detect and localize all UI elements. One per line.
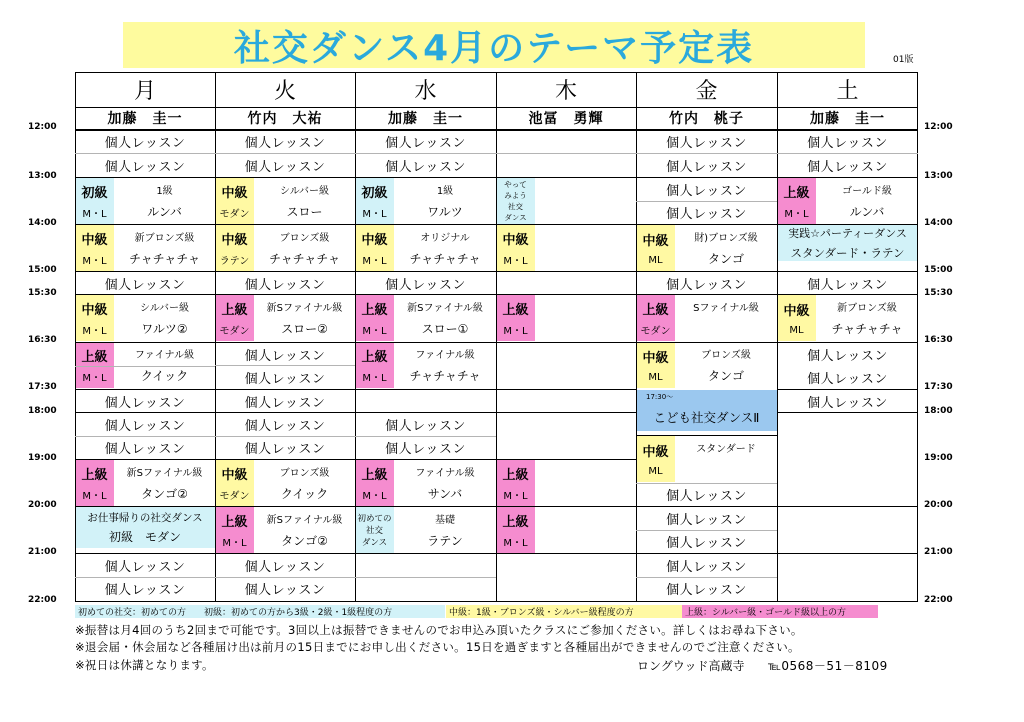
personal-lesson: 個人レッスン xyxy=(807,135,888,151)
class-block xyxy=(355,460,496,506)
level-badge: 上級 M・L xyxy=(355,342,394,388)
personal-lesson: 個人レッスン xyxy=(104,418,186,434)
level-badge: 中級 M・L xyxy=(75,225,114,271)
class-block xyxy=(75,178,215,224)
version-label: 01版 xyxy=(893,55,914,65)
legend-advanced: 上級：シルバー級・ゴールド級以上の方 xyxy=(682,605,878,618)
personal-lesson: 個人レッスン xyxy=(244,559,326,575)
grid-line xyxy=(777,72,778,602)
grade-label: ブロンズ級 xyxy=(279,233,330,244)
personal-lesson: 個人レッスン xyxy=(666,277,747,293)
personal-lesson: 個人レッスン xyxy=(666,206,747,222)
class-block xyxy=(636,342,777,388)
grid-line xyxy=(636,530,777,531)
grade-label: 財)ブロンズ級 xyxy=(694,233,758,244)
dance-name: スロー① xyxy=(421,322,469,336)
personal-lesson: 個人レッスン xyxy=(385,418,466,434)
level-badge: 上級 M・L xyxy=(215,507,254,553)
day-header-mon: 月 xyxy=(133,79,156,104)
personal-lesson: 個人レッスン xyxy=(104,277,186,293)
class-block xyxy=(777,295,918,341)
class-block xyxy=(355,507,496,553)
dance-name: チャチャチャ xyxy=(831,322,903,336)
level-badge: 初級 M・L xyxy=(355,178,394,224)
time-label: 12:00 xyxy=(924,122,953,132)
time-label: 15:00 xyxy=(28,265,57,275)
after-work-class: お仕事帰りの社交ダンス 初級 モダン xyxy=(75,507,215,548)
time-label: 18:00 xyxy=(28,406,57,416)
level-badge: 上級 M・L xyxy=(496,507,535,553)
level-badge: 中級 ML xyxy=(636,225,675,271)
grid-line xyxy=(75,436,496,437)
dance-name: チャチャチャ xyxy=(409,252,481,266)
personal-lesson: 個人レッスン xyxy=(807,395,888,411)
day-header-sat: 土 xyxy=(836,79,859,104)
dance-name: ルンバ xyxy=(147,205,182,219)
grid-line xyxy=(75,506,918,507)
grid-line xyxy=(355,72,356,602)
time-label: 15:00 xyxy=(924,265,953,275)
grade-label: シルバー級 xyxy=(279,186,330,197)
studio-name: ロングウッド高蔵寺 xyxy=(637,659,745,673)
level-badge: 上級 M・L xyxy=(496,460,535,506)
level-badge: やって みよう 社交 ダンス xyxy=(496,178,535,224)
grid-line xyxy=(636,577,777,578)
personal-lesson: 個人レッスン xyxy=(666,135,747,151)
teacher-wed: 加藤 圭一 xyxy=(388,111,463,127)
grade-label: ブロンズ級 xyxy=(279,468,330,479)
time-label: 20:00 xyxy=(924,500,953,510)
page-title: 社交ダンス4月のテーマ予定表 xyxy=(123,22,865,68)
personal-lesson: 個人レッスン xyxy=(385,277,466,293)
teacher-fri: 竹内 桃子 xyxy=(669,111,744,127)
personal-lesson: 個人レッスン xyxy=(244,277,326,293)
day-header-wed: 水 xyxy=(414,79,437,104)
time-label: 16:30 xyxy=(28,335,57,345)
grid-line xyxy=(75,129,918,131)
dance-name: ワルツ xyxy=(427,205,463,219)
teacher-mon: 加藤 圭一 xyxy=(107,111,183,127)
time-label: 21:00 xyxy=(28,547,57,557)
grade-label: 新Sファイナル級 xyxy=(407,303,483,314)
level-badge: 上級 モダン xyxy=(636,295,675,341)
dance-name: ワルツ② xyxy=(141,322,188,336)
grid-line xyxy=(75,153,918,154)
personal-lesson: 個人レッスン xyxy=(244,135,326,151)
grade-label: Sファイナル級 xyxy=(693,303,759,314)
class-block xyxy=(496,507,636,553)
grid-line xyxy=(75,271,918,272)
grade-label: 1級 xyxy=(156,186,173,197)
grid-line xyxy=(75,412,636,413)
class-block xyxy=(636,225,777,271)
grid-line xyxy=(75,177,918,178)
personal-lesson: 個人レッスン xyxy=(104,559,186,575)
day-header-fri: 金 xyxy=(695,79,718,104)
time-label: 13:00 xyxy=(28,171,57,181)
personal-lesson: 個人レッスン xyxy=(666,582,747,598)
class-block xyxy=(75,460,215,506)
personal-lesson: 個人レッスン xyxy=(385,441,466,457)
time-label: 22:00 xyxy=(924,595,953,605)
grid-line xyxy=(75,224,918,225)
grade-label: 新Sファイナル級 xyxy=(266,515,343,526)
class-block xyxy=(636,295,777,341)
level-badge: 上級 M・L xyxy=(75,460,114,506)
teacher-thu: 池冨 勇輝 xyxy=(528,111,604,127)
legend-intermediate: 中級：1級・ブロンズ級・シルバー級程度の方 xyxy=(446,605,682,618)
class-block xyxy=(75,295,215,341)
personal-lesson: 個人レッスン xyxy=(244,371,326,387)
time-label: 13:00 xyxy=(924,171,953,181)
personal-lesson: 個人レッスン xyxy=(244,441,326,457)
personal-lesson: 個人レッスン xyxy=(104,395,186,411)
class-block xyxy=(355,178,496,224)
class-block xyxy=(355,295,496,341)
grid-line xyxy=(75,107,918,108)
time-label: 15:30 xyxy=(924,288,953,298)
grade-label: 基礎 xyxy=(435,515,455,526)
dance-name: スロー② xyxy=(281,322,328,336)
party-dance-class: 実践☆パーティーダンス スタンダード・ラテン xyxy=(777,225,918,261)
personal-lesson: 個人レッスン xyxy=(244,418,326,434)
time-label: 17:30 xyxy=(924,382,953,392)
dance-name: タンゴ xyxy=(707,369,744,383)
personal-lesson: 個人レッスン xyxy=(807,277,888,293)
personal-lesson: 個人レッスン xyxy=(104,159,186,175)
dance-name: ルンバ xyxy=(849,205,885,219)
class-block xyxy=(215,460,355,506)
note-line: ※退会届・休会届など各種届け出は前月の15日までにお申し出ください。15日を過ぎますと各種届出ができませんのでご注意ください。 xyxy=(75,640,800,654)
time-label: 20:00 xyxy=(28,500,57,510)
level-badge: 中級 モダン xyxy=(215,178,254,224)
grade-label: ゴールド級 xyxy=(842,186,892,197)
grid-line xyxy=(636,201,777,202)
personal-lesson: 個人レッスン xyxy=(666,535,747,551)
personal-lesson: 個人レッスン xyxy=(244,582,326,598)
teacher-tue: 竹内 大祐 xyxy=(247,111,323,127)
grid-line xyxy=(75,389,636,390)
personal-lesson: 個人レッスン xyxy=(807,371,888,387)
grade-label: ブロンズ級 xyxy=(701,350,751,361)
grid-line xyxy=(215,72,216,602)
studio-phone: ℡0568－51－8109 xyxy=(768,659,888,673)
grid-line xyxy=(636,72,637,602)
personal-lesson: 個人レッスン xyxy=(666,159,747,175)
class-block xyxy=(75,225,215,271)
dance-name: クイック xyxy=(280,487,329,501)
grade-label: ファイナル級 xyxy=(415,468,475,479)
grid-line xyxy=(75,294,918,295)
time-label: 19:00 xyxy=(924,453,953,463)
time-label: 19:00 xyxy=(28,453,57,463)
class-block xyxy=(215,507,355,553)
grid-line xyxy=(636,435,777,436)
class-block xyxy=(496,460,636,506)
level-badge: 上級 M・L xyxy=(355,460,394,506)
personal-lesson: 個人レッスン xyxy=(385,159,466,175)
grade-label: スタンダード xyxy=(696,444,756,455)
personal-lesson: 個人レッスン xyxy=(666,183,747,199)
note-line: ※振替は月4回のうち2回まで可能です。3回以上は振替できませんのでお申込み頂いたクラスにご参加ください。詳しくはお尋ね下さい。 xyxy=(75,623,803,637)
dance-name: チャチャチャ xyxy=(269,252,340,266)
time-label: 16:30 xyxy=(924,335,953,345)
level-badge: 初めての 社交 ダンス xyxy=(355,507,394,553)
time-label: 15:30 xyxy=(28,288,57,298)
time-label: 14:00 xyxy=(924,218,953,228)
time-label: 21:00 xyxy=(924,547,953,557)
level-badge: 中級 ラテン xyxy=(215,225,254,271)
personal-lesson: 個人レッスン xyxy=(104,135,186,151)
level-badge: 中級 ML xyxy=(636,342,675,388)
class-block xyxy=(496,295,636,341)
grid-line xyxy=(777,412,918,413)
personal-lesson: 個人レッスン xyxy=(104,582,186,598)
grade-label: 1級 xyxy=(436,186,454,197)
grid-line xyxy=(75,366,215,367)
dance-name: タンゴ xyxy=(707,252,744,266)
level-badge: 上級 M・L xyxy=(355,295,394,341)
class-block xyxy=(777,178,918,224)
level-badge: 上級 M・L xyxy=(777,178,816,224)
level-badge: 初級 M・L xyxy=(75,178,114,224)
legend-beginner: 初めての社交：初めての方 初級：初めての方から3級・2級・1級程度の方 xyxy=(75,605,445,618)
dance-name: スロー xyxy=(286,205,323,219)
class-block xyxy=(496,178,636,224)
grade-label: オリジナル xyxy=(420,233,470,244)
dance-name: サンバ xyxy=(427,487,463,501)
dance-name: タンゴ② xyxy=(141,487,188,501)
dance-name: タンゴ② xyxy=(281,534,328,548)
grade-label: 新Sファイナル級 xyxy=(126,468,203,479)
grid-line xyxy=(75,577,496,578)
grid-line xyxy=(75,72,76,602)
day-header-tue: 火 xyxy=(273,79,296,104)
grid-line xyxy=(636,483,777,484)
personal-lesson: 個人レッスン xyxy=(385,135,466,151)
level-badge: 中級 ML xyxy=(636,436,675,482)
grade-label: 新ブロンズ級 xyxy=(837,303,897,314)
personal-lesson: 個人レッスン xyxy=(104,441,186,457)
personal-lesson: 個人レッスン xyxy=(666,488,747,504)
time-label: 22:00 xyxy=(28,595,57,605)
level-badge: 中級 ML xyxy=(777,295,816,341)
time-label: 14:00 xyxy=(28,218,57,228)
grade-label: 新Sファイナル級 xyxy=(266,303,343,314)
dance-name: ラテン xyxy=(427,534,463,548)
teacher-sat: 加藤 圭一 xyxy=(810,111,885,127)
class-block xyxy=(215,178,355,224)
schedule-table xyxy=(75,72,918,602)
dance-name: チャチャチャ xyxy=(409,369,481,383)
note-line: ※祝日は休講となります。 xyxy=(75,658,214,672)
time-label: 17:30 xyxy=(28,382,57,392)
grid-line xyxy=(75,342,918,343)
level-badge: 上級 M・L xyxy=(75,342,114,388)
grid-line xyxy=(777,389,918,390)
personal-lesson: 個人レッスン xyxy=(807,159,888,175)
grid-line xyxy=(215,365,355,366)
level-badge: 中級 M・L xyxy=(355,225,394,271)
grade-label: ファイナル級 xyxy=(134,350,195,361)
class-block xyxy=(355,225,496,271)
class-block xyxy=(215,295,355,341)
personal-lesson: 個人レッスン xyxy=(807,348,888,364)
grid-line xyxy=(75,553,918,554)
dance-name: クイック xyxy=(140,369,189,383)
personal-lesson: 個人レッスン xyxy=(244,395,326,411)
class-block xyxy=(215,225,355,271)
grade-label: 新ブロンズ級 xyxy=(134,233,195,244)
personal-lesson: 個人レッスン xyxy=(666,512,747,528)
personal-lesson: 個人レッスン xyxy=(244,159,326,175)
level-badge: 上級 モダン xyxy=(215,295,254,341)
class-block xyxy=(636,436,777,482)
personal-lesson: 個人レッスン xyxy=(244,348,326,364)
level-badge: 中級 モダン xyxy=(215,460,254,506)
day-header-thu: 木 xyxy=(554,79,577,104)
time-label: 12:00 xyxy=(28,122,57,132)
personal-lesson: 個人レッスン xyxy=(666,559,747,575)
grid-line xyxy=(75,459,636,460)
grid-line xyxy=(496,72,497,602)
class-block xyxy=(75,342,215,388)
grade-label: ファイナル級 xyxy=(415,350,475,361)
level-badge: 中級 M・L xyxy=(496,225,535,271)
time-label: 18:00 xyxy=(924,406,953,416)
kids-class: 17:30～ こども社交ダンスⅡ xyxy=(636,390,777,431)
class-block xyxy=(496,225,636,271)
level-badge: 上級 M・L xyxy=(496,295,535,341)
dance-name: チャチャチャ xyxy=(129,252,200,266)
level-badge: 中級 M・L xyxy=(75,295,114,341)
class-block xyxy=(355,342,496,388)
grid-line xyxy=(917,72,918,602)
grade-label: シルバー級 xyxy=(139,303,190,314)
